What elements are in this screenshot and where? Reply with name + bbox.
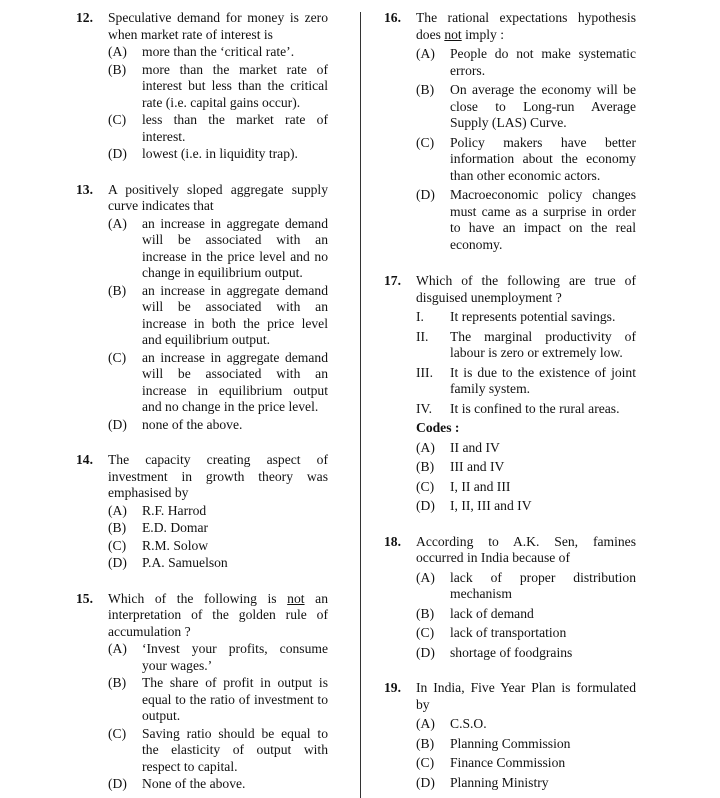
option-text: none of the above.: [142, 416, 243, 432]
statement-3: [416, 365, 636, 398]
option-label: (C): [108, 537, 127, 553]
option-label: (C): [416, 134, 435, 150]
question-stem: A positively sloped aggregate supply curve indicates that: [108, 181, 328, 213]
question-number: 19.: [384, 680, 401, 695]
question-stem: Which of the following are true of disguised unemployment ?: [416, 273, 636, 305]
question-number: 15.: [76, 590, 93, 606]
stem-part: imply :: [461, 26, 504, 42]
question-14: [76, 452, 328, 572]
option-text: Planning Commission: [450, 735, 571, 751]
option-label: (A): [108, 44, 127, 59]
statement-4: [416, 401, 636, 418]
statement-text: It is due to the existence of joint family system.: [450, 364, 636, 396]
option-label: (C): [108, 349, 127, 365]
option-label: (D): [108, 776, 127, 791]
option-label: (A): [416, 716, 435, 731]
statement-label: I.: [416, 309, 424, 324]
statement-2: [416, 329, 636, 362]
option-label: (A): [108, 502, 127, 518]
option-d[interactable]: [416, 775, 636, 792]
option-a[interactable]: [416, 570, 636, 603]
option-text: more than the ‘critical rate’.: [142, 44, 295, 59]
option-text: an increase in aggregate demand will be associated with an increase in the price level and no change in equilibrium output.: [142, 215, 328, 280]
stem-part: The rational expectations hypothesis does: [416, 10, 636, 42]
statement-text: It represents potential savings.: [450, 309, 616, 324]
option-label: (A): [416, 439, 435, 455]
stem-emphasis-not: not: [287, 590, 305, 606]
stem-part: an interpretation of the golden rule of accumulation ?: [108, 590, 328, 639]
option-c[interactable]: [108, 538, 328, 555]
option-a[interactable]: [108, 216, 328, 282]
option-label: (B): [108, 675, 127, 690]
option-label: (D): [416, 644, 435, 660]
option-b[interactable]: [416, 459, 636, 476]
option-text: Policy makers have better information about the economy than other economic actors.: [450, 134, 636, 183]
option-label: (B): [108, 520, 127, 535]
option-label: (D): [416, 498, 435, 513]
question-16: [384, 10, 636, 253]
option-text: lack of transportation: [450, 625, 567, 640]
option-text: R.M. Solow: [142, 537, 209, 553]
option-text: an increase in aggregate demand will be associated with an increase in both the price level and equilibrium output.: [142, 282, 328, 347]
option-a[interactable]: [416, 716, 636, 733]
option-a[interactable]: [416, 46, 636, 79]
question-18: [384, 534, 636, 662]
option-d[interactable]: [416, 187, 636, 253]
option-label: (C): [416, 478, 435, 494]
option-text: R.F. Harrod: [142, 502, 207, 518]
option-b[interactable]: [416, 736, 636, 753]
question-stem: [416, 10, 636, 43]
question-15: [76, 591, 328, 793]
column-divider: [360, 12, 361, 798]
option-text: On average the economy will be close to Long-run Average Supply (LAS) Curve.: [450, 82, 636, 130]
statement-1: [416, 309, 636, 326]
option-text: C.S.O.: [450, 716, 487, 731]
option-a[interactable]: [108, 641, 328, 674]
option-d[interactable]: [108, 555, 328, 572]
option-d[interactable]: [108, 417, 328, 434]
question-number: 13.: [76, 181, 93, 197]
right-column: [384, 10, 636, 791]
option-a[interactable]: [108, 44, 328, 61]
option-label: (B): [416, 459, 435, 474]
question-17: [384, 273, 636, 515]
option-text: Saving ratio should be equal to the elasticity of output with respect to capital.: [142, 725, 328, 774]
question-number: 14.: [76, 452, 93, 467]
option-label: (D): [108, 146, 127, 161]
stem-emphasis-not: not: [444, 26, 462, 42]
codes-label: Codes :: [416, 420, 460, 435]
option-text: an increase in aggregate demand will be associated with an increase in equilibrium output and no change in the price level.: [142, 349, 328, 414]
option-text: less than the market rate of interest.: [142, 112, 328, 144]
option-text: Planning Ministry: [450, 774, 549, 790]
option-c[interactable]: [416, 625, 636, 642]
question-number: 16.: [384, 10, 401, 25]
option-text: I, II, III and IV: [450, 498, 532, 513]
left-column: [76, 10, 328, 793]
option-d[interactable]: [416, 645, 636, 662]
statement-label: IV.: [416, 400, 432, 416]
statement-text: It is confined to the rural areas.: [450, 400, 620, 416]
option-label: (C): [416, 755, 435, 770]
question-stem: In India, Five Year Plan is formulated by: [416, 680, 636, 712]
option-a[interactable]: [416, 440, 636, 457]
option-label: (C): [108, 725, 127, 741]
option-label: (A): [416, 46, 435, 61]
question-number: 12.: [76, 10, 93, 25]
option-label: (B): [416, 605, 435, 621]
question-12: [76, 10, 328, 163]
option-text: Macroeconomic policy changes must came as a surprise in order to have an impact on the real economy.: [450, 187, 636, 252]
option-label: (A): [108, 215, 127, 231]
option-c[interactable]: [108, 726, 328, 776]
option-a[interactable]: [108, 503, 328, 520]
option-b[interactable]: [416, 82, 636, 132]
option-text: None of the above.: [142, 776, 246, 791]
option-d[interactable]: [416, 498, 636, 515]
option-text: shortage of foodgrains: [450, 644, 573, 660]
option-text: II and IV: [450, 439, 500, 455]
question-stem: Speculative demand for money is zero when market rate of interest is: [108, 10, 328, 42]
statement-text: The marginal productivity of labour is zero or extremely low.: [450, 328, 636, 360]
statement-label: III.: [416, 364, 433, 380]
option-label: (B): [108, 282, 127, 298]
option-label: (C): [108, 112, 127, 127]
option-text: ‘Invest your profits, consume your wages.’: [142, 641, 328, 673]
option-label: (B): [108, 61, 127, 77]
question-number: 17.: [384, 273, 401, 288]
option-b[interactable]: [108, 675, 328, 725]
option-text: I, II and III: [450, 478, 511, 494]
option-label: (D): [416, 774, 435, 790]
option-text: The share of profit in output is equal to the ratio of investment to output.: [142, 675, 328, 723]
option-text: lack of demand: [450, 605, 534, 621]
option-c[interactable]: [416, 135, 636, 185]
option-b[interactable]: [416, 606, 636, 623]
option-b[interactable]: [108, 283, 328, 349]
option-label: (B): [416, 82, 435, 97]
question-13: [76, 182, 328, 434]
option-label: (C): [416, 625, 435, 640]
question-number: 18.: [384, 533, 401, 549]
option-b[interactable]: [108, 520, 328, 537]
option-text: lowest (i.e. in liquidity trap).: [142, 146, 298, 161]
option-text: E.D. Domar: [142, 520, 209, 535]
option-text: P.A. Samuelson: [142, 555, 228, 570]
stem-part: Which of the following is: [108, 590, 288, 606]
option-text: III and IV: [450, 459, 505, 474]
option-label: (D): [416, 187, 435, 202]
option-text: Finance Commission: [450, 755, 566, 770]
question-19: [384, 680, 636, 791]
option-c[interactable]: [416, 755, 636, 772]
question-stem: [108, 591, 328, 641]
option-label: (D): [108, 416, 127, 432]
option-text: more than the market rate of interest but less than the critical rate (i.e. capital gains occur).: [142, 61, 328, 110]
option-text: lack of proper distribution mechanism: [450, 569, 636, 601]
option-label: (B): [416, 735, 435, 751]
option-text: People do not make systematic errors.: [450, 46, 636, 78]
option-d[interactable]: [108, 776, 328, 793]
option-c[interactable]: [416, 479, 636, 496]
option-label: (A): [108, 641, 127, 656]
option-c[interactable]: [108, 112, 328, 145]
option-label: (D): [108, 555, 127, 570]
option-label: (A): [416, 569, 435, 585]
option-c[interactable]: [108, 350, 328, 416]
question-stem: The capacity creating aspect of investment in growth theory was emphasised by: [108, 452, 328, 500]
option-d[interactable]: [108, 146, 328, 163]
statement-label: II.: [416, 328, 429, 344]
question-stem: According to A.K. Sen, famines occurred in India because of: [416, 533, 636, 565]
option-b[interactable]: [108, 62, 328, 112]
